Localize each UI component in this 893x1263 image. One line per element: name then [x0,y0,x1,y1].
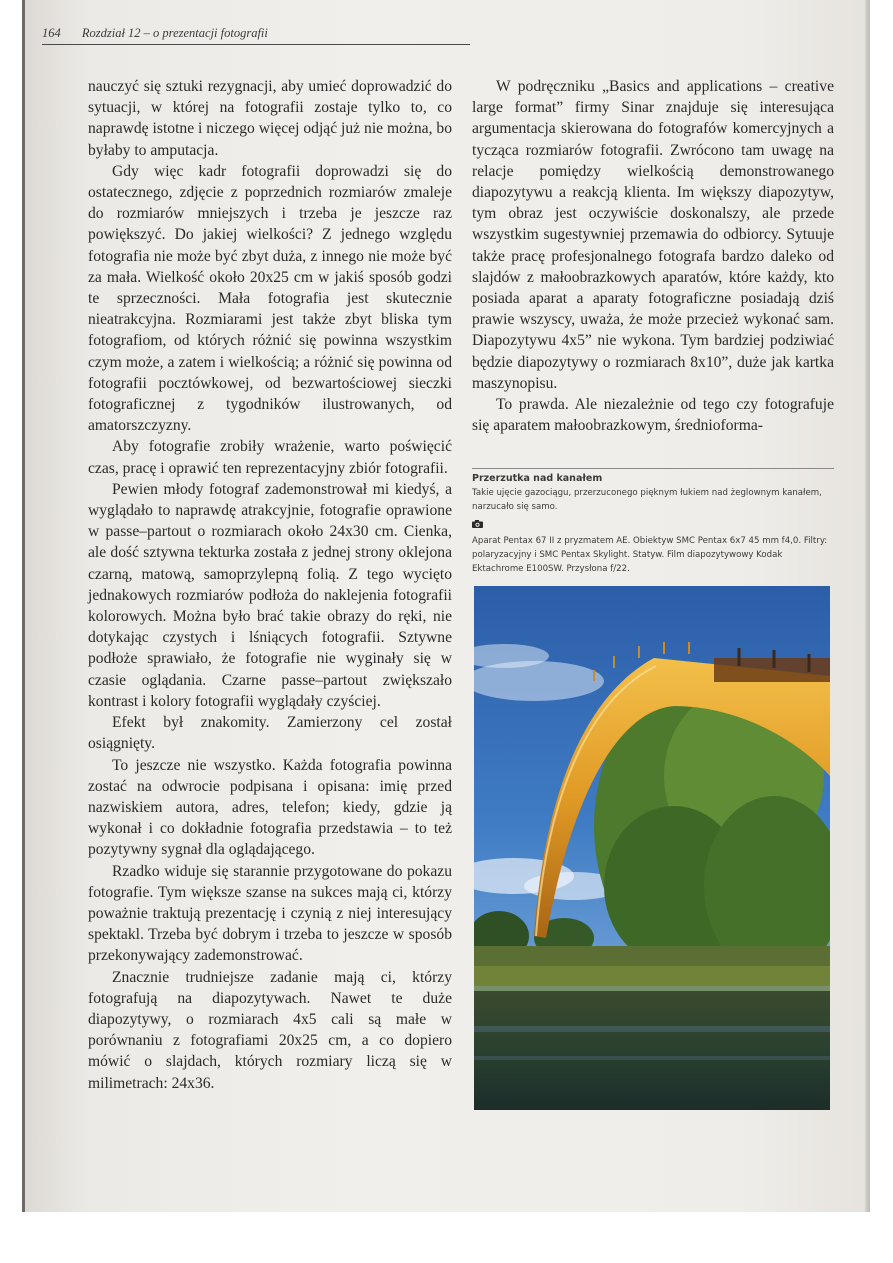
paragraph: nauczyć się sztuki rezygnacji, aby umieć doprowadzić do sytuacji, w której na fotografii zostaje tylko to, co naprawdę istotne i niczego więcej odjąć już nie można, bo byłaby to amputacja. [88,78,452,159]
paragraph: Rzadko widuje się starannie przygotowane do pokazu fotografie. Tym większe szanse na sukces mają ci, którzy poważnie traktują prezentację i czynią z niej interesujący spektakl. Trzeba być dobrym i trzeba to jeszcze w sposób przekonywający zademonstrować. [88,862,452,965]
page-number: 164 [42,26,61,40]
chapter-title: Rozdział 12 – o prezentacji fotografii [81,26,268,40]
paragraph: Znacznie trudniejsze zadanie mają ci, którzy fotografują na diapozytywach. Nawet te duże diapozytywy, o rozmiarach 4x5 cali są małe w porównaniu z fotografiami 20x25 cm, a co dopiero mówić o slajdach, których rozmiary liczą się w milimetrach: 24x36. [88,968,452,1092]
paragraph: Efekt był znakomity. Zamierzony cel został osiągnięty. [88,714,452,753]
paragraph: Gdy więc kadr fotografii doprowadzi się do ostatecznego, zdjęcie z poprzednich rozmiarów zmaleje do rozmiarów mniejszych i trzeba je jeszcze raz powiększyć. Do jakiej wielkości? Z jednego względu fotografia nie może być zbyt duża, z innego nie może być za mała. Wielkość około 20x25 cm w jakiś sposób godzi te sprzeczności. Mała fotografia jest skutecznie nieatrakcyjna. Rozmiarami jest także zbyt bliska tym fotografiom, od których różnić się powinna wszystkim czym może, a zatem i wielkością; a różnić się powinna od fotografii pocztówkowej, od bezwartościowej sieczki fotograficznej z tygodników ilustrowanych, od amatorszczyzny. [88,162,452,435]
caption-technical: Aparat Pentax 67 II z pryzmatem AE. Obiektyw SMC Pentax 6x7 45 mm f4,0. Filtry: polaryzacyjny i SMC Pentax Skylight. Statyw. Film diapozytywowy Kodak Ektachrome E100SW. Przysłona f/22. [472,536,828,574]
pipeline-over-canal-photo [474,586,830,1110]
paragraph: To prawda. Ale niezależnie od tego czy fotografuje się aparatem małoobrazkowym, średnioforma- [472,396,834,435]
caption-description: Takie ujęcie gazociągu, przerzuconego pięknym łukiem nad żeglownym kanałem, narzucało się samo. [472,488,822,512]
photo-caption [472,468,834,576]
camera-icon [472,520,483,528]
caption-title: Przerzutka nad kanałem [472,473,603,484]
paragraph: To jeszcze nie wszystko. Każda fotografia powinna zostać na odwrocie podpisana i opisana: imię przed nazwiskiem autora, adres, telefon; kiedy, gdzie ją wykonał i co dokładnie fotografia przedstawia – to też pozytywny sygnał dla oglądającego. [88,756,452,859]
book-page [22,0,870,1212]
running-head [42,26,470,45]
left-column [88,76,452,1094]
right-column [472,76,834,436]
paragraph: W podręczniku „Basics and applications – creative large format” firmy Sinar znajduje się interesująca argumentacja skierowana do fotografów komercyjnych a tycząca rozmiarów fotografii. Zwrócono tam uwagę na relacje pomiędzy wielkością demonstrowanego diapozytywu a reakcją klienta. Im większy diapozytyw, tym obraz jest oczywiście doskonalszy, ale przede wszystkim sugestywniej przemawia do odbiorcy. Sytuuje także pracę profesjonalnego fotografa bardzo daleko od slajdów z małoobrazkowych aparatów, które każdy, kto posiada aparat a aparaty fotograficzne posiadają dziś prawie wszyscy, uważa, że może przecież wykonać sam. Diapozytywu 4x5” nie wykona. Tym bardziej podziwiać będzie diapozytywy o rozmiarach 8x10”, duże jak kartka maszynopisu. [472,78,834,392]
paragraph: Aby fotografie zrobiły wrażenie, warto poświęcić czas, pracę i oprawić ten reprezentacyjny zbiór fotografii. [88,438,452,477]
paragraph: Pewien młody fotograf zademonstrował mi kiedyś, a wyglądało to naprawdę atrakcyjnie, fotografie oprawione w passe–partout o rozmiarach około 24x30 cm. Cienka, ale dość sztywna tekturka została z jednej strony oklejona czarną, matową, samoprzylepną folią. Z tego wycięto jednakowych rozmiarów podłoża do naklejenia fotografii kolorowych. Można było brać takie obrazy do ręki, nie dotykając czystych i lśniących fotografii. Sztywne podłoże sprawiało, że fotografie nie wyginały się w czasie oglądania. Czarne passe–partout zwiększało kontrast i kolory fotografii wyglądały czyściej. [88,480,452,710]
